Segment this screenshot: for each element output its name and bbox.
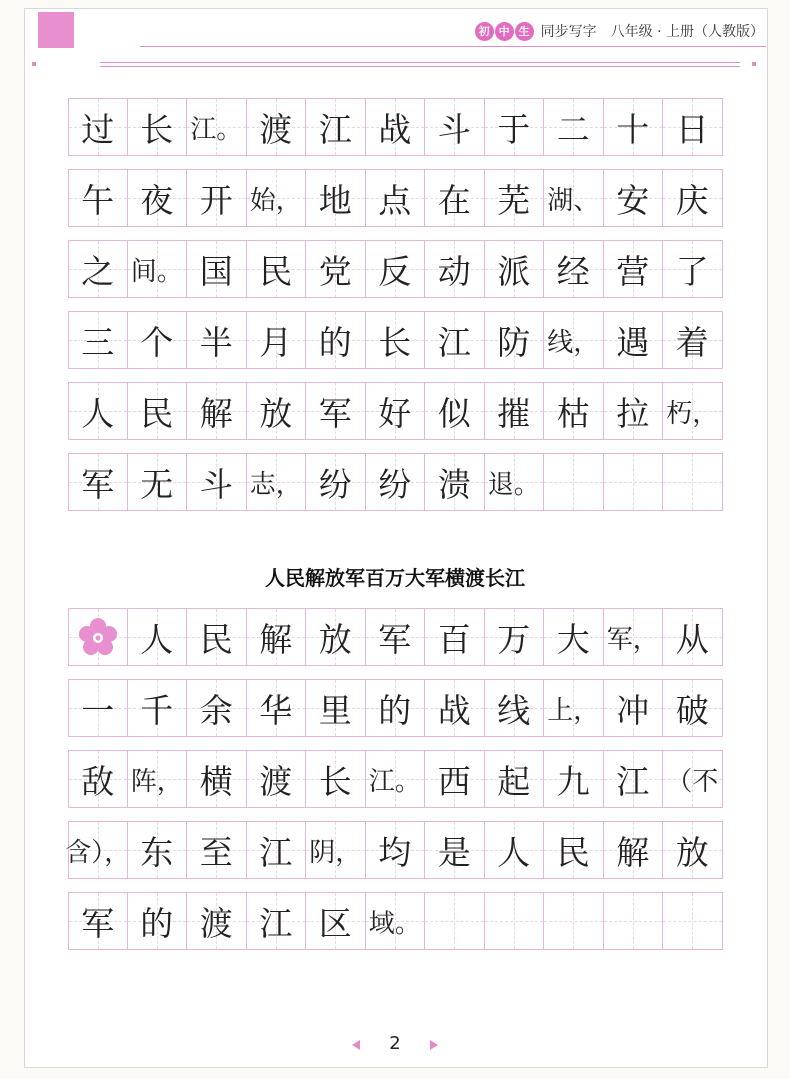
grid-char: 芜 bbox=[497, 180, 531, 220]
grid-cell bbox=[425, 892, 485, 950]
grid-char: 军 bbox=[81, 903, 115, 943]
grid-char: 余 bbox=[199, 690, 233, 730]
grid-char: 起 bbox=[497, 761, 531, 801]
next-page-icon[interactable] bbox=[430, 1040, 438, 1050]
grid-cell bbox=[247, 98, 307, 156]
grid-cell bbox=[68, 98, 128, 156]
grid-cell bbox=[544, 750, 604, 808]
grid-char: 军， bbox=[606, 624, 659, 655]
grid-cell bbox=[128, 453, 188, 511]
grid-cell bbox=[485, 240, 545, 298]
grid-char: 斗 bbox=[199, 464, 233, 504]
grid-cell bbox=[187, 382, 247, 440]
grid-char: 三 bbox=[81, 322, 115, 362]
grid-cell bbox=[425, 240, 485, 298]
grid-char: 解 bbox=[259, 619, 293, 659]
grid-char: 于 bbox=[497, 109, 531, 149]
grid-cell bbox=[544, 311, 604, 369]
grid-char: 动 bbox=[437, 251, 471, 291]
grid-char: 含）， bbox=[65, 837, 131, 868]
grid-char: 斗 bbox=[437, 109, 471, 149]
grid-char: 民 bbox=[199, 619, 233, 659]
grid-char: 民 bbox=[140, 393, 174, 433]
grid-char: 华 bbox=[259, 690, 293, 730]
grid-cell bbox=[485, 750, 545, 808]
grid-char: 万 bbox=[497, 619, 531, 659]
grid-cell bbox=[128, 169, 188, 227]
grid-cell bbox=[128, 750, 188, 808]
grid-char: 长 bbox=[140, 109, 174, 149]
grid-char: 放 bbox=[318, 619, 352, 659]
grid-char: 午 bbox=[81, 180, 115, 220]
running-header bbox=[475, 20, 764, 42]
grid-char: 地 bbox=[318, 180, 352, 220]
grid-cell bbox=[544, 98, 604, 156]
grid-char: 长 bbox=[378, 322, 412, 362]
grid-cell bbox=[663, 750, 723, 808]
grid-cell bbox=[247, 750, 307, 808]
grid-char: 长 bbox=[318, 761, 352, 801]
grid-char: 人 bbox=[140, 619, 174, 659]
grid-cell bbox=[425, 453, 485, 511]
grid-char: 西 bbox=[437, 761, 471, 801]
grid-cell bbox=[68, 169, 128, 227]
grid-char: 线， bbox=[547, 327, 600, 358]
badge-char: 中 bbox=[495, 22, 514, 41]
grid-cell bbox=[68, 453, 128, 511]
grid-char: 安 bbox=[616, 180, 650, 220]
grid-char: 夜 bbox=[140, 180, 174, 220]
grid-char: 过 bbox=[81, 109, 115, 149]
grid-cell bbox=[485, 169, 545, 227]
grid-cell bbox=[128, 608, 188, 666]
series-name: 同步写字 bbox=[540, 24, 597, 40]
grid-char: 是 bbox=[437, 832, 471, 872]
grid-char: 战 bbox=[437, 690, 471, 730]
grid-char: 间。 bbox=[130, 256, 183, 287]
grid-cell bbox=[485, 382, 545, 440]
grid-char: 冲 bbox=[616, 690, 650, 730]
grid-char: 点 bbox=[378, 180, 412, 220]
grid-cell bbox=[485, 311, 545, 369]
grid-cell bbox=[247, 240, 307, 298]
grid-cell bbox=[366, 679, 426, 737]
grid-char: 了 bbox=[675, 251, 709, 291]
grid-char: 志， bbox=[249, 469, 302, 500]
grid-cell bbox=[247, 453, 307, 511]
grid-char: 好 bbox=[378, 393, 412, 433]
grid-cell bbox=[187, 311, 247, 369]
level-badge bbox=[475, 22, 535, 41]
grid-char: 反 bbox=[378, 251, 412, 291]
grid-cell bbox=[128, 821, 188, 879]
header-rule bbox=[100, 62, 740, 63]
grid-char: 江 bbox=[259, 903, 293, 943]
grid-cell bbox=[68, 750, 128, 808]
grid-char: 至 bbox=[199, 832, 233, 872]
grid-cell bbox=[128, 382, 188, 440]
grid-cell bbox=[187, 169, 247, 227]
grid-cell bbox=[306, 679, 366, 737]
grid-cell bbox=[65, 821, 131, 879]
grid-cell bbox=[604, 240, 664, 298]
grid-char: 军 bbox=[318, 393, 352, 433]
grid-char: 江 bbox=[616, 761, 650, 801]
grid-cell bbox=[604, 608, 664, 666]
grid-char: 人 bbox=[81, 393, 115, 433]
grid-cell bbox=[544, 892, 604, 950]
grid-cell bbox=[604, 821, 664, 879]
grid-cell bbox=[544, 382, 604, 440]
grade-label: 八年级 · 上册（人教版） bbox=[610, 24, 764, 40]
grid-char: 着 bbox=[675, 322, 709, 362]
grid-char: 渡 bbox=[259, 109, 293, 149]
grid-char: 日 bbox=[675, 109, 709, 149]
grid-cell bbox=[425, 821, 485, 879]
grid-char: 横 bbox=[199, 761, 233, 801]
grid-cell bbox=[425, 382, 485, 440]
grid-cell bbox=[485, 892, 545, 950]
grid-cell bbox=[247, 382, 307, 440]
grid-cell bbox=[68, 311, 128, 369]
grid-cell bbox=[128, 892, 188, 950]
grid-cell bbox=[425, 750, 485, 808]
grid-cell bbox=[306, 169, 366, 227]
grid-char: 开 bbox=[199, 180, 233, 220]
grid-char: 拉 bbox=[616, 393, 650, 433]
grid-char: 上， bbox=[547, 695, 600, 726]
grid-cell bbox=[187, 608, 247, 666]
grid-char: 千 bbox=[140, 690, 174, 730]
grid-char: 退。 bbox=[487, 469, 540, 500]
grid-char: （不 bbox=[666, 766, 719, 797]
grid-cell bbox=[663, 169, 723, 227]
grid-cell bbox=[544, 240, 604, 298]
grid-char: 军 bbox=[378, 619, 412, 659]
grid-cell bbox=[366, 750, 426, 808]
grid-char: 营 bbox=[616, 251, 650, 291]
grid-cell bbox=[366, 169, 426, 227]
grid-char: 域。 bbox=[368, 908, 421, 939]
grid-char: 江 bbox=[318, 109, 352, 149]
grid-cell bbox=[604, 98, 664, 156]
grid-cell bbox=[68, 892, 128, 950]
grid-char: 里 bbox=[318, 690, 352, 730]
grid-char: 人 bbox=[497, 832, 531, 872]
grid-char: 纷 bbox=[378, 464, 412, 504]
grid-row bbox=[68, 98, 723, 156]
grid-char: 区 bbox=[318, 903, 352, 943]
grid-char: 半 bbox=[199, 322, 233, 362]
grid-row bbox=[68, 453, 723, 511]
grid-char: 民 bbox=[556, 832, 590, 872]
grid-cell bbox=[604, 750, 664, 808]
grid-cell bbox=[68, 608, 128, 666]
grid-char: 枯 bbox=[556, 393, 590, 433]
grid-char: 个 bbox=[140, 322, 174, 362]
grid-cell bbox=[187, 821, 247, 879]
grid-cell bbox=[604, 169, 664, 227]
grid-row bbox=[65, 821, 723, 879]
grid-cell bbox=[663, 821, 723, 879]
grid-char: 湖、 bbox=[547, 185, 600, 216]
grid-char: 的 bbox=[140, 903, 174, 943]
grid-cell bbox=[306, 311, 366, 369]
grid-cell bbox=[663, 98, 723, 156]
grid-char: 均 bbox=[378, 832, 412, 872]
grid-char: 江 bbox=[259, 832, 293, 872]
grid-char: 在 bbox=[437, 180, 471, 220]
page-number: 2 bbox=[389, 1033, 401, 1054]
grid-char: 溃 bbox=[437, 464, 471, 504]
grid-char: 破 bbox=[675, 690, 709, 730]
grid-cell bbox=[425, 169, 485, 227]
grid-cell bbox=[366, 892, 426, 950]
grid-cell bbox=[366, 821, 426, 879]
grid-cell bbox=[366, 382, 426, 440]
grid-cell bbox=[485, 453, 545, 511]
header-rule bbox=[100, 66, 740, 67]
grid-char: 放 bbox=[259, 393, 293, 433]
grid-cell bbox=[425, 608, 485, 666]
grid-cell bbox=[247, 679, 307, 737]
grid-cell bbox=[247, 311, 307, 369]
grid-cell bbox=[128, 311, 188, 369]
grid-char: 敌 bbox=[81, 761, 115, 801]
grid-char: 放 bbox=[675, 832, 709, 872]
grid-cell bbox=[366, 311, 426, 369]
grid-cell bbox=[663, 679, 723, 737]
grid-char: 江。 bbox=[190, 114, 243, 145]
grid-cell bbox=[544, 821, 604, 879]
grid-cell bbox=[68, 679, 128, 737]
grid-cell bbox=[366, 240, 426, 298]
grid-cell bbox=[544, 608, 604, 666]
grid-cell bbox=[604, 382, 664, 440]
grid-cell bbox=[485, 98, 545, 156]
grid-cell bbox=[366, 608, 426, 666]
grid-cell bbox=[425, 98, 485, 156]
grid-row bbox=[68, 892, 723, 950]
grid-char: 阵， bbox=[130, 766, 183, 797]
grid-char: 国 bbox=[199, 251, 233, 291]
grid-char: 解 bbox=[199, 393, 233, 433]
grid-char: 大 bbox=[556, 619, 590, 659]
grid-char: 始， bbox=[249, 185, 302, 216]
grid-cell bbox=[663, 453, 723, 511]
grid-char: 战 bbox=[378, 109, 412, 149]
grid-char: 九 bbox=[556, 761, 590, 801]
grid-char: 遇 bbox=[616, 322, 650, 362]
grid-cell bbox=[604, 453, 664, 511]
badge-char: 初 bbox=[475, 22, 494, 41]
grid-row bbox=[68, 169, 723, 227]
grid-char: 阴， bbox=[309, 837, 362, 868]
grid-char: 二 bbox=[556, 109, 590, 149]
grid-char: 庆 bbox=[675, 180, 709, 220]
grid-cell bbox=[485, 679, 545, 737]
grid-cell bbox=[306, 750, 366, 808]
grid-cell bbox=[604, 679, 664, 737]
grid-char: 党 bbox=[318, 251, 352, 291]
grid-char: 纷 bbox=[318, 464, 352, 504]
corner-decoration bbox=[38, 12, 74, 48]
grid-cell bbox=[187, 240, 247, 298]
grid-cell bbox=[485, 608, 545, 666]
grid-cell bbox=[247, 169, 307, 227]
grid-cell bbox=[306, 453, 366, 511]
grid-cell bbox=[306, 240, 366, 298]
grid-row bbox=[68, 311, 723, 369]
grid-cell bbox=[247, 821, 307, 879]
section-title: 人民解放军百万大军横渡长江 bbox=[265, 566, 525, 590]
grid-char: 渡 bbox=[199, 903, 233, 943]
grid-char: 江 bbox=[437, 322, 471, 362]
grid-char: 的 bbox=[318, 322, 352, 362]
grid-char: 江。 bbox=[368, 766, 421, 797]
grid-cell bbox=[187, 679, 247, 737]
grid-char: 解 bbox=[616, 832, 650, 872]
grid-cell bbox=[485, 821, 545, 879]
grid-cell bbox=[68, 382, 128, 440]
grid-char: 从 bbox=[675, 619, 709, 659]
grid-char: 朽， bbox=[666, 398, 719, 429]
grid-char: 经 bbox=[556, 251, 590, 291]
grid-cell bbox=[306, 382, 366, 440]
grid-cell bbox=[247, 608, 307, 666]
grid-char: 派 bbox=[497, 251, 531, 291]
rule-dot bbox=[752, 62, 756, 66]
grid-row bbox=[68, 240, 723, 298]
grid-cell bbox=[366, 453, 426, 511]
grid-char: 之 bbox=[81, 251, 115, 291]
grid-cell bbox=[663, 311, 723, 369]
header-rule bbox=[140, 46, 766, 47]
grid-cell bbox=[306, 892, 366, 950]
grid-cell bbox=[604, 892, 664, 950]
grid-cell bbox=[187, 750, 247, 808]
grid-char: 月 bbox=[259, 322, 293, 362]
grid-char: 军 bbox=[81, 464, 115, 504]
grid-row bbox=[68, 750, 723, 808]
grid-cell bbox=[187, 892, 247, 950]
grid-char: 防 bbox=[497, 322, 531, 362]
grid-cell bbox=[663, 240, 723, 298]
grid-cell bbox=[663, 382, 723, 440]
grid-cell bbox=[128, 240, 188, 298]
grid-cell bbox=[306, 98, 366, 156]
grid-cell bbox=[425, 679, 485, 737]
grid-char: 似 bbox=[437, 393, 471, 433]
grid-cell bbox=[366, 98, 426, 156]
grid-char: 摧 bbox=[497, 393, 531, 433]
grid-cell bbox=[544, 679, 604, 737]
grid-cell bbox=[306, 608, 366, 666]
grid-cell bbox=[128, 679, 188, 737]
grid-cell bbox=[604, 311, 664, 369]
grid-cell bbox=[544, 453, 604, 511]
grid-cell bbox=[128, 98, 188, 156]
grid-cell bbox=[306, 821, 366, 879]
grid-char: 的 bbox=[378, 690, 412, 730]
flower-icon bbox=[78, 617, 118, 657]
grid-char: 一 bbox=[81, 690, 115, 730]
grid-cell bbox=[247, 892, 307, 950]
grid-cell bbox=[425, 311, 485, 369]
grid-cell bbox=[187, 98, 247, 156]
grid-cell bbox=[68, 240, 128, 298]
grid-cell bbox=[187, 453, 247, 511]
rule-dot bbox=[32, 62, 36, 66]
grid-char: 东 bbox=[140, 832, 174, 872]
badge-char: 生 bbox=[515, 22, 534, 41]
grid-char: 十 bbox=[616, 109, 650, 149]
grid-char: 无 bbox=[140, 464, 174, 504]
grid-row bbox=[68, 679, 723, 737]
grid-cell bbox=[663, 892, 723, 950]
grid-cell bbox=[663, 608, 723, 666]
grid-char: 线 bbox=[497, 690, 531, 730]
grid-char: 渡 bbox=[259, 761, 293, 801]
grid-char: 民 bbox=[259, 251, 293, 291]
grid-row bbox=[68, 382, 723, 440]
grid-char: 百 bbox=[437, 619, 471, 659]
grid-row bbox=[68, 608, 723, 666]
grid-cell bbox=[544, 169, 604, 227]
